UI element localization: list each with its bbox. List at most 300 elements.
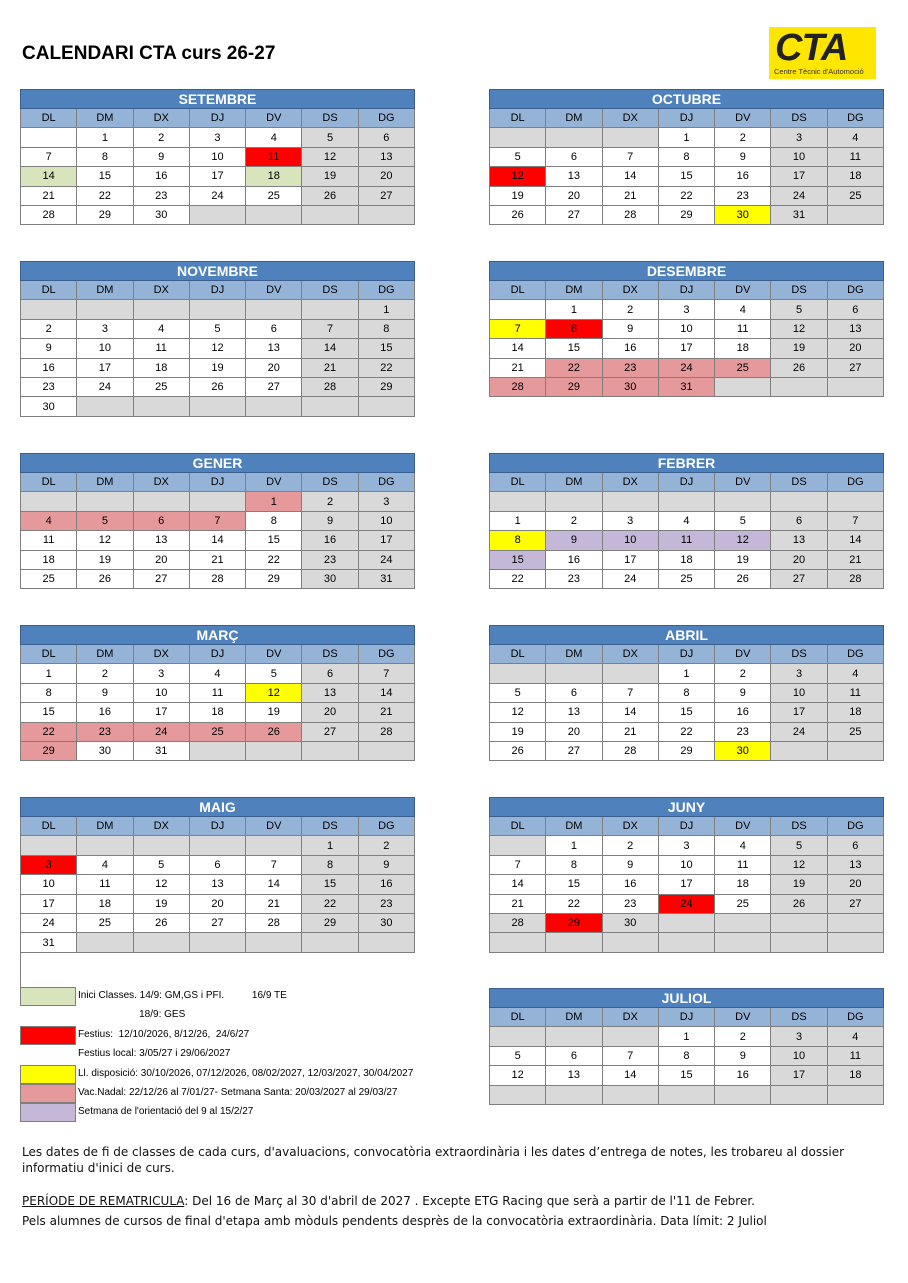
day-cell: 11 [827, 683, 883, 702]
rematricula-label: PERÍODE DE REMATRICULA [22, 1194, 185, 1208]
day-cell [133, 933, 189, 952]
week-row [490, 511, 884, 530]
day-cell: 8 [658, 1046, 714, 1065]
week-row [490, 167, 884, 186]
day-cell: 1 [658, 1027, 714, 1046]
weekday-label: DV [246, 109, 302, 128]
month-title: NOVEMBRE [21, 262, 415, 281]
day-cell: 13 [546, 1066, 602, 1085]
day-cell: 3 [658, 300, 714, 319]
day-cell: 30 [715, 741, 771, 760]
day-cell: 1 [246, 492, 302, 511]
day-cell: 18 [658, 550, 714, 569]
day-cell [602, 492, 658, 511]
day-cell: 13 [246, 339, 302, 358]
day-cell: 22 [302, 894, 358, 913]
day-cell: 17 [77, 358, 133, 377]
weekday-label: DG [358, 645, 414, 664]
day-cell [602, 1085, 658, 1104]
week-row [490, 1027, 884, 1046]
week-row [21, 377, 415, 396]
day-cell: 10 [771, 683, 827, 702]
day-cell: 24 [358, 550, 414, 569]
day-cell: 16 [302, 531, 358, 550]
day-cell: 10 [77, 339, 133, 358]
day-cell: 29 [77, 205, 133, 224]
day-cell: 6 [827, 300, 883, 319]
day-cell [546, 128, 602, 147]
day-cell [189, 205, 245, 224]
day-cell: 8 [77, 147, 133, 166]
day-cell [189, 741, 245, 760]
week-row [490, 683, 884, 702]
day-cell: 7 [827, 511, 883, 530]
day-cell [246, 397, 302, 416]
day-cell: 14 [21, 167, 77, 186]
week-row [490, 1046, 884, 1065]
day-cell: 10 [771, 147, 827, 166]
day-cell [302, 300, 358, 319]
day-cell [827, 492, 883, 511]
day-cell: 19 [490, 186, 546, 205]
weekday-label: DS [771, 1008, 827, 1027]
day-cell: 28 [602, 205, 658, 224]
day-cell: 12 [490, 167, 546, 186]
weekday-label: DX [602, 473, 658, 492]
day-cell: 2 [302, 492, 358, 511]
day-cell: 30 [602, 377, 658, 396]
day-cell: 15 [546, 875, 602, 894]
day-cell [771, 1085, 827, 1104]
weekday-label: DJ [189, 817, 245, 836]
day-cell: 17 [189, 167, 245, 186]
day-cell: 10 [133, 683, 189, 702]
weekday-label: DM [77, 281, 133, 300]
day-cell: 5 [302, 128, 358, 147]
day-cell: 16 [715, 703, 771, 722]
day-cell: 12 [133, 875, 189, 894]
week-row [490, 492, 884, 511]
week-row [21, 722, 415, 741]
day-cell: 10 [658, 855, 714, 874]
day-cell: 17 [21, 894, 77, 913]
week-row [21, 683, 415, 702]
day-cell [490, 1085, 546, 1104]
day-cell [358, 933, 414, 952]
week-row [21, 894, 415, 913]
note-rematricula [22, 1193, 755, 1209]
week-row [490, 703, 884, 722]
weekday-label: DG [358, 817, 414, 836]
day-cell: 25 [827, 722, 883, 741]
weekday-label: DG [827, 473, 883, 492]
day-cell: 15 [658, 703, 714, 722]
day-cell: 5 [490, 147, 546, 166]
day-cell: 7 [21, 147, 77, 166]
weekday-label: DX [133, 109, 189, 128]
day-cell: 15 [658, 1066, 714, 1085]
weekday-label: DS [302, 281, 358, 300]
day-cell [658, 1085, 714, 1104]
day-cell: 19 [771, 339, 827, 358]
week-row [21, 875, 415, 894]
day-cell: 9 [715, 1046, 771, 1065]
logo-word: CTA [775, 27, 848, 69]
day-cell: 10 [771, 1046, 827, 1065]
day-cell: 24 [658, 358, 714, 377]
day-cell: 1 [302, 836, 358, 855]
day-cell: 4 [715, 836, 771, 855]
week-row [490, 855, 884, 874]
day-cell: 19 [246, 703, 302, 722]
day-cell: 8 [490, 531, 546, 550]
day-cell: 12 [771, 319, 827, 338]
day-cell: 4 [133, 319, 189, 338]
day-cell: 27 [546, 205, 602, 224]
day-cell: 11 [715, 319, 771, 338]
day-cell: 4 [827, 1027, 883, 1046]
day-cell: 7 [189, 511, 245, 530]
weekday-label: DV [246, 281, 302, 300]
day-cell: 9 [133, 147, 189, 166]
day-cell: 20 [546, 186, 602, 205]
day-cell: 1 [490, 511, 546, 530]
weekday-label: DG [358, 281, 414, 300]
day-cell: 3 [21, 855, 77, 874]
weekday-label: DL [490, 473, 546, 492]
weekday-label: DS [771, 817, 827, 836]
day-cell: 22 [546, 894, 602, 913]
day-cell: 19 [77, 550, 133, 569]
day-cell: 11 [21, 531, 77, 550]
day-cell: 20 [133, 550, 189, 569]
day-cell: 16 [715, 167, 771, 186]
day-cell: 12 [771, 855, 827, 874]
rematricula-text: : Del 16 de Març al 30 d'abril de 2027 . Excepte ETG Racing que serà a partir de l'11 de Febrer. [184, 1194, 755, 1208]
day-cell: 5 [771, 836, 827, 855]
week-row [490, 128, 884, 147]
day-cell: 2 [715, 1027, 771, 1046]
day-cell: 8 [21, 683, 77, 702]
day-cell: 25 [189, 722, 245, 741]
day-cell: 18 [715, 875, 771, 894]
day-cell [21, 836, 77, 855]
day-cell [246, 205, 302, 224]
day-cell: 18 [133, 358, 189, 377]
day-cell: 25 [133, 377, 189, 396]
week-row [490, 377, 884, 396]
day-cell: 25 [715, 358, 771, 377]
weekday-label: DG [358, 473, 414, 492]
day-cell: 12 [189, 339, 245, 358]
day-cell: 17 [133, 703, 189, 722]
day-cell: 13 [546, 167, 602, 186]
day-cell: 9 [602, 855, 658, 874]
day-cell [546, 1027, 602, 1046]
weekday-label: DJ [658, 817, 714, 836]
day-cell: 18 [827, 703, 883, 722]
legend-text: Setmana de l'orientació del 9 al 15/2/27 [78, 1106, 254, 1117]
day-cell [490, 933, 546, 952]
day-cell: 8 [658, 683, 714, 702]
weekday-label: DJ [189, 473, 245, 492]
day-cell [546, 664, 602, 683]
day-cell: 16 [715, 1066, 771, 1085]
day-cell: 6 [827, 836, 883, 855]
legend-text: Ll. disposició: 30/10/2026, 07/12/2026, 08/02/2027, 12/03/2027, 30/04/2027 [78, 1068, 414, 1079]
day-cell: 15 [658, 167, 714, 186]
day-cell: 29 [246, 569, 302, 588]
logo-subtitle: Centre Tècnic d'Automoció [774, 67, 864, 76]
day-cell: 31 [133, 741, 189, 760]
day-cell: 1 [658, 664, 714, 683]
legend-swatch [20, 1026, 76, 1045]
weekday-label: DV [715, 473, 771, 492]
day-cell: 21 [602, 722, 658, 741]
weekday-label: DV [715, 1008, 771, 1027]
month-setembre [20, 89, 417, 225]
day-cell: 8 [246, 511, 302, 530]
month-juliol [489, 988, 886, 1105]
week-row [21, 147, 415, 166]
weekday-label: DX [602, 645, 658, 664]
day-cell: 10 [21, 875, 77, 894]
day-cell: 26 [771, 894, 827, 913]
day-cell: 13 [771, 531, 827, 550]
day-cell [133, 492, 189, 511]
day-cell: 8 [358, 319, 414, 338]
week-row [21, 933, 415, 952]
note-dates-info: Les dates de fi de classes de cada curs, d'avaluacions, convocatòria extraordinària i les dates d’entrega de notes, les trobareu al dossier informatiu d'inici de curs. [22, 1145, 845, 1175]
day-cell: 21 [358, 703, 414, 722]
day-cell: 23 [715, 186, 771, 205]
day-cell [715, 933, 771, 952]
day-cell [246, 933, 302, 952]
day-cell [77, 300, 133, 319]
day-cell: 27 [302, 722, 358, 741]
weekday-label: DM [77, 473, 133, 492]
week-row [490, 550, 884, 569]
day-cell: 17 [771, 167, 827, 186]
day-cell: 22 [658, 186, 714, 205]
day-cell: 14 [358, 683, 414, 702]
week-row [490, 205, 884, 224]
week-row [490, 1066, 884, 1085]
day-cell [246, 741, 302, 760]
day-cell: 11 [715, 855, 771, 874]
day-cell: 7 [302, 319, 358, 338]
day-cell: 20 [358, 167, 414, 186]
day-cell: 15 [490, 550, 546, 569]
day-cell: 18 [246, 167, 302, 186]
day-cell: 26 [77, 569, 133, 588]
day-cell: 6 [546, 1046, 602, 1065]
day-cell [490, 836, 546, 855]
weekday-label: DJ [189, 109, 245, 128]
day-cell: 11 [246, 147, 302, 166]
legend-swatch [20, 1103, 76, 1122]
day-cell: 2 [715, 664, 771, 683]
day-cell: 12 [715, 531, 771, 550]
day-cell: 14 [246, 875, 302, 894]
week-row [490, 186, 884, 205]
day-cell: 18 [21, 550, 77, 569]
day-cell: 24 [602, 569, 658, 588]
weekday-label: DG [827, 645, 883, 664]
weekday-label: DV [715, 109, 771, 128]
day-cell: 29 [546, 913, 602, 932]
day-cell: 1 [546, 836, 602, 855]
day-cell: 31 [358, 569, 414, 588]
day-cell: 9 [715, 683, 771, 702]
day-cell: 5 [189, 319, 245, 338]
day-cell: 13 [827, 855, 883, 874]
day-cell: 31 [21, 933, 77, 952]
day-cell: 12 [490, 703, 546, 722]
day-cell: 24 [189, 186, 245, 205]
day-cell: 22 [490, 569, 546, 588]
day-cell: 21 [246, 894, 302, 913]
weekday-label: DV [246, 645, 302, 664]
week-row [21, 358, 415, 377]
week-row [21, 186, 415, 205]
day-cell: 11 [77, 875, 133, 894]
day-cell: 23 [602, 358, 658, 377]
day-cell: 1 [546, 300, 602, 319]
day-cell [490, 664, 546, 683]
day-cell: 14 [490, 875, 546, 894]
day-cell: 1 [658, 128, 714, 147]
week-row [21, 492, 415, 511]
day-cell: 3 [658, 836, 714, 855]
weekday-label: DM [546, 817, 602, 836]
month-title: MAIG [21, 798, 415, 817]
day-cell: 18 [827, 167, 883, 186]
day-cell [771, 933, 827, 952]
day-cell: 16 [602, 875, 658, 894]
day-cell [189, 836, 245, 855]
day-cell: 11 [189, 683, 245, 702]
day-cell: 7 [490, 319, 546, 338]
day-cell: 4 [21, 511, 77, 530]
weekday-label: DX [602, 281, 658, 300]
day-cell [21, 492, 77, 511]
day-cell: 8 [658, 147, 714, 166]
day-cell: 6 [546, 147, 602, 166]
day-cell: 6 [546, 683, 602, 702]
day-cell [715, 492, 771, 511]
day-cell: 26 [771, 358, 827, 377]
month-title: MARÇ [21, 626, 415, 645]
day-cell: 27 [771, 569, 827, 588]
day-cell: 19 [189, 358, 245, 377]
weekday-label: DM [546, 281, 602, 300]
day-cell: 14 [602, 703, 658, 722]
day-cell [358, 741, 414, 760]
page-title: CALENDARI CTA curs 26-27 [22, 43, 276, 64]
weekday-label: DV [715, 817, 771, 836]
day-cell: 26 [133, 913, 189, 932]
day-cell: 3 [77, 319, 133, 338]
day-cell: 3 [771, 1027, 827, 1046]
month-octubre [489, 89, 886, 225]
week-row [21, 300, 415, 319]
legend-text: 18/9: GES [78, 1009, 186, 1020]
day-cell: 23 [21, 377, 77, 396]
day-cell: 16 [133, 167, 189, 186]
day-cell: 20 [246, 358, 302, 377]
day-cell: 18 [77, 894, 133, 913]
day-cell [21, 128, 77, 147]
day-cell [246, 836, 302, 855]
day-cell: 28 [21, 205, 77, 224]
day-cell: 3 [358, 492, 414, 511]
day-cell: 16 [77, 703, 133, 722]
day-cell: 11 [133, 339, 189, 358]
weekday-label: DX [602, 817, 658, 836]
day-cell: 25 [246, 186, 302, 205]
day-cell: 7 [602, 147, 658, 166]
day-cell: 5 [490, 1046, 546, 1065]
month-title: JUNY [490, 798, 884, 817]
day-cell: 24 [658, 894, 714, 913]
week-row [490, 1085, 884, 1104]
month-desembre [489, 261, 886, 397]
day-cell: 25 [77, 913, 133, 932]
day-cell [302, 741, 358, 760]
day-cell [189, 492, 245, 511]
weekday-label: DL [21, 817, 77, 836]
day-cell: 20 [302, 703, 358, 722]
weekday-label: DG [827, 817, 883, 836]
day-cell: 28 [189, 569, 245, 588]
day-cell: 21 [490, 894, 546, 913]
weekday-label: DG [827, 281, 883, 300]
day-cell [546, 492, 602, 511]
weekday-label: DS [771, 281, 827, 300]
day-cell: 16 [602, 339, 658, 358]
day-cell [602, 933, 658, 952]
day-cell [827, 741, 883, 760]
day-cell [189, 933, 245, 952]
day-cell: 23 [77, 722, 133, 741]
day-cell [302, 933, 358, 952]
day-cell: 19 [771, 875, 827, 894]
day-cell: 16 [546, 550, 602, 569]
day-cell: 26 [246, 722, 302, 741]
day-cell: 25 [715, 894, 771, 913]
day-cell: 21 [189, 550, 245, 569]
day-cell [771, 492, 827, 511]
day-cell: 10 [602, 531, 658, 550]
day-cell: 2 [77, 664, 133, 683]
legend-swatch [20, 987, 76, 1006]
day-cell: 7 [490, 855, 546, 874]
day-cell [771, 377, 827, 396]
day-cell [827, 377, 883, 396]
weekday-label: DS [771, 473, 827, 492]
day-cell: 15 [77, 167, 133, 186]
weekday-label: DS [302, 109, 358, 128]
day-cell: 21 [21, 186, 77, 205]
day-cell: 26 [302, 186, 358, 205]
day-cell: 4 [246, 128, 302, 147]
month-abril [489, 625, 886, 761]
day-cell: 31 [658, 377, 714, 396]
day-cell: 29 [546, 377, 602, 396]
day-cell: 7 [602, 1046, 658, 1065]
day-cell: 14 [827, 531, 883, 550]
